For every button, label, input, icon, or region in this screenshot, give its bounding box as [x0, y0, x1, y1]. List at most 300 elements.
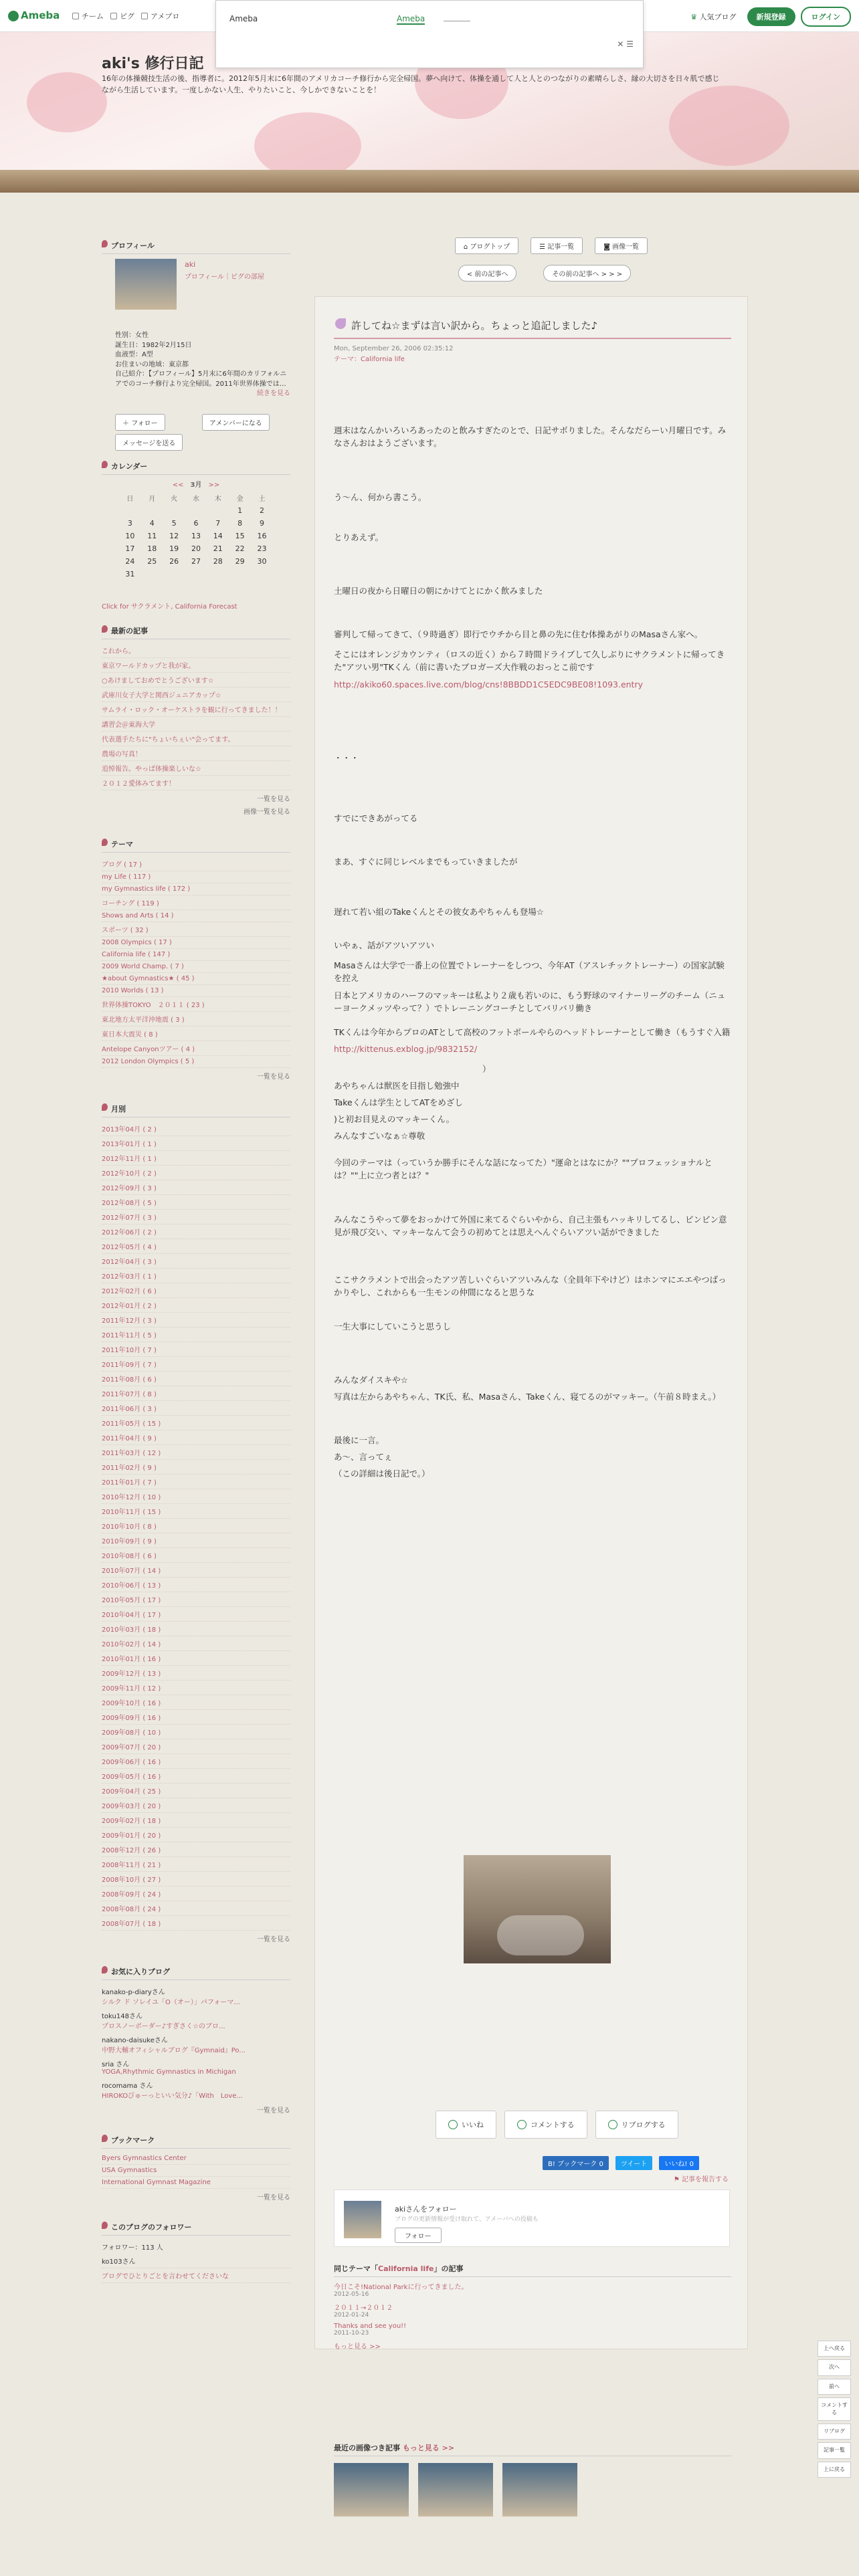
calendar-day: 18 [147, 544, 157, 553]
ad-close-icon[interactable]: ✕ ☰ [617, 39, 634, 49]
calendar-heading: カレンダー [102, 458, 290, 475]
followers-section [102, 2219, 290, 2283]
archive-item[interactable]: 2008年12月 ( 26 ) [102, 1842, 290, 1857]
favorite-user: kanako-p-diaryさん [102, 1989, 165, 1996]
entry-paragraph: ・・・ [334, 753, 359, 763]
favorite-title[interactable]: HIROKOびゅーっといい気分♪「With Love... [102, 2092, 243, 2100]
entry-paragraph: 今回のテーマは（っていうか勝手にそんな話になってた）"運命とはなにか？""プロフェッショナルとは？""上に立つ者とは？" [334, 1158, 712, 1181]
image-list-link[interactable]: 画像一覧を見る [244, 809, 290, 816]
entry-paragraph: )と初お目見えのマッキーくん。 [334, 1114, 455, 1124]
calendar-day: 26 [169, 557, 179, 566]
archive-item[interactable]: 2012年09月 ( 3 ) [102, 1180, 290, 1195]
archive-list [102, 1121, 290, 1931]
calendar-day [251, 568, 273, 580]
nav-team[interactable]: チーム [72, 11, 104, 21]
archive-item[interactable]: 2010年03月 ( 18 ) [102, 1622, 290, 1636]
bookmark-section [102, 2132, 290, 2202]
camera-icon: ◙ [603, 243, 613, 251]
entry-link[interactable]: http://akiko60.spaces.live.com/blog/cns!8BBDD1C5EDC9BE08!1093.entry [334, 679, 643, 689]
crown-icon: ♛ [690, 13, 700, 21]
entry-paragraph: あ〜、言ってぇ [334, 1452, 393, 1462]
entry-paragraph: みんなこうやって夢をおっかけて外国に来てるぐらいやから、自己主張もハッキリしてるし、ビンビン意見が飛び交い、マッキーなんて会うの初めてとは思えへんぐらいアツい話ができました [334, 1214, 727, 1238]
recent-section [102, 623, 290, 816]
amember-button[interactable]: アメンバーになる [202, 414, 270, 431]
entry-paragraph: （この詳細は後日記で。） [334, 1469, 430, 1479]
related-date: 2011-10-23 [334, 2330, 369, 2337]
archive-item[interactable]: 2009年01月 ( 20 ) [102, 1828, 290, 1842]
entry [314, 296, 748, 2452]
archive-item[interactable]: 2012年02月 ( 6 ) [102, 1283, 290, 1298]
favorites-section [102, 1963, 290, 2115]
archive-item[interactable]: 2010年08月 ( 6 ) [102, 1548, 290, 1563]
archive-item[interactable]: 2010年11月 ( 15 ) [102, 1504, 290, 1519]
related-list [334, 2281, 731, 2337]
calendar-day: 29 [235, 557, 245, 566]
archive-item[interactable]: 2011年03月 ( 12 ) [102, 1445, 290, 1460]
login-button[interactable]: ログイン [801, 7, 851, 27]
favorite-title[interactable]: YOGA,Rhythmic Gymnastics in Michigan [102, 2068, 236, 2076]
archive-item[interactable]: 2010年01月 ( 16 ) [102, 1651, 290, 1666]
entry-link[interactable]: http://kittenus.exblog.jp/9832152/ [334, 1044, 478, 1054]
archive-item[interactable]: 2011年06月 ( 3 ) [102, 1401, 290, 1416]
entry-paragraph: まあ、すぐに同じレベルまでもっていきましたが [334, 857, 518, 867]
entry-paragraph: みんなダイスキや☆ [334, 1375, 408, 1385]
archive-item[interactable]: 2010年06月 ( 13 ) [102, 1578, 290, 1592]
calendar-day: 27 [191, 557, 201, 566]
calendar-day [119, 504, 141, 517]
bookmark-more-link[interactable]: 一覧を見る [257, 2194, 290, 2202]
entry-paragraph: う〜ん、何から書こう。 [334, 492, 427, 502]
home-icon: ⌂ [463, 243, 470, 251]
follow-box [334, 2189, 730, 2247]
right-nav-button[interactable]: 上へ戻る [818, 2341, 851, 2357]
archive-item[interactable]: 2010年07月 ( 14 ) [102, 1563, 290, 1578]
ameba-logo-icon [8, 11, 19, 21]
followers-count: フォロワー：113 人 [102, 2244, 163, 2252]
favorite-title[interactable]: シルク ド ソレイユ「O（オー）」パフォーマ... [102, 1999, 240, 2006]
related-item[interactable]: Thanks and see you!! [334, 2323, 407, 2330]
image-thumb[interactable] [418, 2463, 493, 2516]
calendar-next[interactable]: >> [208, 481, 220, 489]
favorite-item [102, 2008, 290, 2032]
archive-item[interactable]: 2009年09月 ( 16 ) [102, 1710, 290, 1725]
reblog-icon [608, 2120, 617, 2129]
calendar-day: 14 [213, 532, 223, 540]
ad-overlay[interactable] [215, 0, 644, 68]
archive-item[interactable]: 2011年07月 ( 8 ) [102, 1386, 290, 1401]
profile-info [115, 331, 290, 399]
calendar-day [141, 504, 163, 517]
favorites-more-link[interactable]: 一覧を見る [257, 2107, 290, 2115]
entry-paragraph: ） [482, 1064, 491, 1074]
archive-item[interactable]: 2008年07月 ( 18 ) [102, 1916, 290, 1931]
entry-title[interactable]: 許してね☆まずは言い訳から。ちょっと追記しました♪ [334, 316, 731, 339]
archive-more-link[interactable]: 一覧を見る [257, 1936, 290, 1943]
blog-title[interactable]: aki's 修行日記 [102, 56, 204, 72]
profile-gender: 性別：女性 [115, 332, 149, 339]
amepro-icon [141, 13, 148, 19]
entry-paragraph: 審判して帰ってきて、（９時過ぎ）即行でウチから目と鼻の先に住む体操あがりのMasaさん家へ。 [334, 629, 703, 639]
related-date: 2012-01-24 [334, 2312, 369, 2319]
entry-date: Mon, September 26, 2006 02:35:12 [334, 345, 454, 352]
calendar-day: 17 [125, 544, 135, 553]
calendar-day: 12 [169, 532, 179, 540]
archive-item[interactable]: 2012年01月 ( 2 ) [102, 1298, 290, 1313]
calendar-day: 16 [257, 532, 267, 540]
calendar-weekday: 火 [171, 496, 178, 503]
calendar-day: 8 [237, 519, 243, 528]
entry-paragraph: Masaさんは大学で一番上の位置でトレーナーをしつつ、今年AT（アスレチックトレーナー）の国家試験を控え [334, 960, 725, 984]
prev-article-button[interactable]: < 前の記事へ [458, 265, 517, 282]
flag-icon: ⚑ [673, 2176, 682, 2183]
tab-image-list[interactable]: ◙ 画像一覧 [595, 237, 648, 254]
entry-theme-link[interactable]: テーマ：California life [334, 356, 405, 363]
right-nav-button[interactable]: 上に戻る [818, 2462, 851, 2478]
related-item[interactable]: ２０１１→２０１２ [334, 2304, 393, 2312]
archive-item[interactable]: 2011年04月 ( 9 ) [102, 1430, 290, 1445]
archive-item[interactable]: 2012年11月 ( 1 ) [102, 1151, 290, 1166]
archive-item[interactable]: 2012年03月 ( 1 ) [102, 1269, 290, 1283]
archive-item[interactable]: 2010年05月 ( 17 ) [102, 1592, 290, 1607]
theme-item[interactable]: 世界体操TOKYO ２０１１ ( 23 ) [102, 997, 290, 1012]
calendar-day: 21 [213, 544, 223, 553]
calendar-weekday: 木 [214, 496, 221, 503]
theme-heading: テーマ [102, 836, 290, 853]
right-nav-button[interactable]: コメントする [818, 2397, 851, 2421]
archive-item[interactable]: 2012年06月 ( 2 ) [102, 1224, 290, 1239]
blog-description: 16年の体操競技生活の後、指導者に。2012年5月末に6年間のアメリカコーチ修行から完全帰国。夢へ向けて、体操を通して人と人とのつながりの素晴らしさ、縁の大切さを日々肌で感じながら生活しています。一度しかない人生、やりたいこと、今しかできないことを！ [102, 74, 720, 94]
archive-item[interactable]: 2009年04月 ( 25 ) [102, 1784, 290, 1798]
archive-item[interactable]: 2013年01月 ( 1 ) [102, 1136, 290, 1151]
entry-paragraph: そこにはオレンジカウンティ（ロスの近く）から７時間ドライブして久しぶりにサクラメントに帰ってきた"アツい男"TKくん（前に書いたブロガーズ大作戦のおっとこ前です [334, 649, 725, 673]
calendar-day: 20 [191, 544, 201, 553]
entry-paragraph: 土曜日の夜から日曜日の朝にかけてとにかく飲みました [334, 586, 543, 596]
calendar-day: 24 [125, 557, 135, 566]
archive-item[interactable]: 2009年05月 ( 16 ) [102, 1769, 290, 1784]
tweet-button[interactable]: ツイート [615, 2156, 653, 2170]
tab-article-list[interactable]: ☰ 記事一覧 [531, 237, 583, 254]
archive-item[interactable]: 2011年09月 ( 7 ) [102, 1357, 290, 1372]
archive-item[interactable]: 2009年11月 ( 12 ) [102, 1681, 290, 1695]
archive-item[interactable]: 2009年08月 ( 10 ) [102, 1725, 290, 1739]
archive-item[interactable]: 2012年10月 ( 2 ) [102, 1166, 290, 1180]
favorite-user: toku148さん [102, 2013, 142, 2020]
archive-item[interactable]: 2008年11月 ( 21 ) [102, 1857, 290, 1872]
favorite-user: nakano-daisukeさん [102, 2037, 168, 2044]
archive-item[interactable]: 2008年08月 ( 24 ) [102, 1901, 290, 1916]
archive-item[interactable]: 2010年04月 ( 17 ) [102, 1607, 290, 1622]
right-nav-button[interactable]: 次へ [818, 2359, 851, 2375]
hatena-bookmark-button[interactable]: B! ブックマーク 0 [543, 2156, 609, 2170]
theme-item[interactable]: California life ( 147 ) [102, 949, 290, 961]
share-buttons [543, 2156, 699, 2170]
archive-section [102, 1101, 290, 1943]
ad-label: Ameba [229, 14, 258, 23]
theme-item[interactable]: Antelope Canyonツアー ( 4 ) [102, 1041, 290, 1056]
entry-paragraph: 日本とアメリカのハーフのマッキーは私より２歳も若いのに、もう野球のマイナーリーグのチーム（ニューヨークメッツやって？）でトレーニングコーチとしてバリバリ働き [334, 990, 726, 1014]
theme-section [102, 836, 290, 1081]
archive-item[interactable]: 2008年09月 ( 24 ) [102, 1887, 290, 1901]
recent-more-link[interactable]: 一覧を見る [257, 796, 290, 803]
profile-name[interactable]: aki [185, 260, 196, 269]
report-link[interactable]: ⚑ 記事を報告する [673, 2176, 729, 2183]
image-articles [334, 2442, 731, 2516]
profile-avatar[interactable] [115, 259, 177, 310]
smile-icon [448, 2120, 458, 2129]
flower-decoration [669, 86, 789, 166]
image-thumb[interactable] [502, 2463, 577, 2516]
follower-item[interactable]: ko103さん [102, 2254, 290, 2268]
nav-amepro[interactable]: アメプロ [141, 11, 179, 21]
archive-item[interactable]: 2009年06月 ( 16 ) [102, 1754, 290, 1769]
calendar-month: 3月 [190, 481, 202, 489]
calendar [119, 479, 273, 580]
related-date: 2012-05-16 [334, 2291, 369, 2298]
entry-paragraph: 遅れて若い組のTakeくんとその彼女あやちゃんも登場☆ [334, 907, 544, 917]
archive-item[interactable]: 2011年01月 ( 7 ) [102, 1475, 290, 1489]
calendar-table [119, 492, 273, 580]
calendar-day: 13 [191, 532, 201, 540]
profile-region: お住まいの地域：東京都 [115, 360, 189, 368]
calendar-day [163, 504, 185, 517]
calendar-day: 10 [125, 532, 135, 540]
like-button[interactable]: いいね [436, 2111, 496, 2139]
calendar-day [163, 568, 185, 580]
theme-item[interactable]: スポーツ ( 32 ) [102, 922, 290, 937]
bm-item[interactable]: USA Gymnastics [102, 2165, 290, 2177]
calendar-day: 31 [125, 570, 135, 578]
follow-button[interactable]: ＋ フォロー [115, 414, 165, 431]
global-nav [72, 11, 179, 21]
archive-item[interactable]: 2013年04月 ( 2 ) [102, 1121, 290, 1136]
profile-more-link[interactable]: 続きを見る [257, 390, 290, 397]
bm-item[interactable]: Byers Gymnastics Center [102, 2153, 290, 2165]
favorite-user: rocomama さん [102, 2082, 153, 2090]
theme-item[interactable]: my Gymnastics life ( 172 ) [102, 883, 290, 895]
next-article-button[interactable]: その前の記事へ > > > [543, 265, 631, 282]
calendar-weekday: 日 [126, 496, 134, 503]
profile-intro: 自己紹介：【プロフィール】5月末に6年間のカリフォルニアでのコーチ修行より完全帰国。2011年世界体操では… [115, 370, 287, 388]
comment-icon [517, 2120, 527, 2129]
image-articles-heading: 最近の画像つき記事 もっと見る >> [334, 2442, 731, 2456]
followers-heading: このブログのフォロワー [102, 2219, 290, 2236]
theme-item[interactable]: コーチング ( 119 ) [102, 895, 290, 910]
list-icon: ☰ [539, 243, 548, 251]
archive-item[interactable]: 2012年04月 ( 3 ) [102, 1254, 290, 1269]
popular-blog-link[interactable]: ♛ 人気ブログ [690, 13, 737, 21]
archive-item[interactable]: 2010年12月 ( 10 ) [102, 1489, 290, 1504]
image-articles-more[interactable]: もっと見る >> [402, 2444, 455, 2452]
recent-item[interactable]: ２０１２愛体みてます！ [102, 776, 290, 790]
follow-description: ブログの更新情報が受け取れて、アメーバへの投稿も [395, 2216, 539, 2223]
entry-paragraph: 写真は左からあやちゃん、TK氏、私、Masaさん、Takeくん、寝てるのがマッキー。（午前８時まえ。） [334, 1392, 721, 1402]
profile-section [102, 237, 290, 447]
calendar-day: 3 [127, 519, 132, 528]
group-photo[interactable] [464, 1855, 611, 1963]
favorite-item [102, 2078, 290, 2102]
follow-box-button[interactable]: フォロー [395, 2228, 442, 2243]
recent-item[interactable]: 東京ワールドカップと我が家。 [102, 658, 290, 673]
follow-title: akiさんをフォロー [395, 2205, 457, 2214]
recent-item[interactable]: 追悼報告。やっぱ体操楽しいな☆ [102, 761, 290, 776]
weather-forecast-link[interactable]: Click for サクラメント, California Forecast [102, 603, 237, 611]
entry-paragraph: すでにできあがってる [334, 813, 418, 823]
nav-pigg[interactable]: ピグ [110, 11, 134, 21]
profile-links[interactable]: プロフィール｜ピグの部屋 [185, 274, 264, 281]
right-float-nav [818, 2341, 851, 2478]
entry-actions [436, 2111, 678, 2139]
recent-heading: 最新の記事 [102, 623, 290, 639]
calendar-weekday: 土 [258, 496, 266, 503]
archive-item[interactable]: 2009年07月 ( 20 ) [102, 1739, 290, 1754]
calendar-day: 15 [235, 532, 245, 540]
calendar-month-nav [119, 479, 273, 489]
calendar-day: 28 [213, 557, 223, 566]
archive-item[interactable]: 2010年10月 ( 8 ) [102, 1519, 290, 1533]
bookmark-heading: ブックマーク [102, 2132, 290, 2149]
ad-tab[interactable]: Ameba [397, 14, 425, 23]
favorite-title[interactable]: 中野大輔オフィシャルブログ『Gymnaid』Po... [102, 2047, 246, 2054]
header-band [0, 170, 859, 193]
recent-item[interactable]: サムライ・ロック・オーケストラを観に行ってきました！！ [102, 702, 290, 717]
entry-paragraph: あやちゃんは獣医を目指し勉強中 [334, 1081, 460, 1091]
archive-item[interactable]: 2010年02月 ( 14 ) [102, 1636, 290, 1651]
calendar-day: 7 [215, 519, 221, 528]
theme-item[interactable]: 2012 London Olympics ( 5 ) [102, 1056, 290, 1068]
calendar-day: 25 [147, 557, 157, 566]
entry-paragraph: とりあえず。 [334, 532, 384, 542]
archive-item[interactable]: 2009年03月 ( 20 ) [102, 1798, 290, 1813]
favorites-list [102, 1984, 290, 2102]
theme-item[interactable]: my Life ( 117 ) [102, 871, 290, 883]
calendar-weekday: 水 [192, 496, 199, 503]
calendar-day: 1 [237, 506, 243, 515]
calendar-day: 11 [147, 532, 157, 540]
theme-more-link[interactable]: 一覧を見る [257, 1073, 290, 1081]
profile-blood: 血液型：A型 [115, 351, 153, 358]
register-button[interactable]: 新規登録 [747, 7, 795, 26]
favorites-heading: お気に入りブログ [102, 1963, 290, 1980]
ameba-logo[interactable]: Ameba [8, 9, 60, 21]
image-thumb[interactable] [334, 2463, 409, 2516]
blog-tabs [355, 237, 748, 254]
theme-item[interactable]: ブログ ( 17 ) [102, 857, 290, 871]
entry-nav [341, 265, 748, 282]
entry-paragraph: 週末はなんかいろいろあったのと飲みすぎたのとで、日記サボりました。そんなだらーい月曜日です。みなさんおはようございます。 [334, 425, 727, 449]
team-icon [72, 13, 79, 19]
calendar-weekday: 月 [149, 496, 156, 503]
pigg-icon [110, 13, 117, 19]
archive-item[interactable]: 2009年10月 ( 16 ) [102, 1695, 290, 1710]
calendar-day [185, 504, 207, 517]
theme-item[interactable]: 2009 World Champ. ( 7 ) [102, 961, 290, 973]
archive-item[interactable]: 2011年11月 ( 5 ) [102, 1327, 290, 1342]
recent-item[interactable]: 講習会＠東海大学 [102, 717, 290, 732]
archive-item[interactable]: 2011年02月 ( 9 ) [102, 1460, 290, 1475]
archive-item[interactable]: 2011年05月 ( 15 ) [102, 1416, 290, 1430]
archive-item[interactable]: 2012年07月 ( 3 ) [102, 1210, 290, 1224]
archive-heading: 月別 [102, 1101, 290, 1117]
related-articles [334, 2263, 731, 2351]
calendar-prev[interactable]: << [172, 481, 184, 489]
theme-item[interactable]: ★about Gymnastics★ ( 45 ) [102, 973, 290, 985]
sidebar [102, 237, 290, 2283]
calendar-day [141, 568, 163, 580]
archive-item[interactable]: 2009年12月 ( 13 ) [102, 1666, 290, 1681]
follow-avatar[interactable] [344, 2201, 381, 2238]
entry-paragraph: いやぁ、話がアツいアツい [334, 940, 435, 950]
archive-item[interactable]: 2011年12月 ( 3 ) [102, 1313, 290, 1327]
favorite-user: sria さん [102, 2061, 130, 2068]
calendar-day: 5 [171, 519, 177, 528]
theme-item[interactable]: 東北地方太平洋沖地震 ( 3 ) [102, 1012, 290, 1027]
calendar-day [207, 568, 229, 580]
archive-item[interactable]: 2011年08月 ( 6 ) [102, 1372, 290, 1386]
calendar-day: 30 [257, 557, 267, 566]
entry-paragraph: 一生大事にしていこうと思うし [334, 1321, 452, 1331]
follower-item[interactable]: ブログでひとりごとを言わせてくださいな [102, 2268, 290, 2283]
main-content [314, 237, 748, 2452]
calendar-day: 2 [260, 506, 265, 515]
archive-item[interactable]: 2012年05月 ( 4 ) [102, 1239, 290, 1254]
theme-item[interactable]: 東日本大震災 ( 8 ) [102, 1027, 290, 1041]
calendar-day [185, 568, 207, 580]
archive-item[interactable]: 2011年10月 ( 7 ) [102, 1342, 290, 1357]
favorite-title[interactable]: プロスノーボーダー♪すぎさく☆のブロ... [102, 2023, 225, 2030]
entry-paragraph: ここサクラメントで出会ったアツ苦しいぐらいアツいみんな（全員年下やけど）はホンマにエエやつばっかりやし、これからも一生モンの仲間になると思うな [334, 1275, 727, 1298]
recent-item[interactable]: 農場の写真！ [102, 746, 290, 761]
entry-paragraph: みんなすごいなぁ☆尊敬 [334, 1131, 425, 1141]
bm-item[interactable]: International Gymnast Magazine [102, 2177, 290, 2189]
recent-item[interactable]: これから。 [102, 643, 290, 658]
calendar-section [102, 458, 290, 580]
recent-item[interactable]: 代表選手たちに"ちょいちぇい"会ってます。 [102, 732, 290, 746]
right-nav-button[interactable]: 記事一覧 [818, 2442, 851, 2458]
tab-blog-top[interactable]: ⌂ ブログトップ [455, 237, 518, 254]
reblog-button[interactable]: リブログする [595, 2111, 678, 2139]
theme-item[interactable]: 2008 Olympics ( 17 ) [102, 937, 290, 949]
recent-item[interactable]: 武庫川女子大学と関西ジュニアカップ☆ [102, 687, 290, 702]
message-button[interactable]: メッセージを送る [115, 434, 183, 451]
archive-item[interactable]: 2008年10月 ( 27 ) [102, 1872, 290, 1887]
favorite-item [102, 2056, 290, 2078]
calendar-day: 6 [193, 519, 199, 528]
recent-item[interactable]: ○あけましておめでとうございます☆ [102, 673, 290, 687]
right-nav-button[interactable]: 前へ [818, 2379, 851, 2395]
related-item[interactable]: 今日こそ!National Parkに行ってきました。 [334, 2284, 468, 2291]
entry-meta [334, 344, 454, 365]
profile-heading: プロフィール [102, 237, 290, 254]
favorite-item [102, 1984, 290, 2008]
entry-paragraph: Takeくんは学生としてATをめざし [334, 1097, 463, 1107]
comment-button[interactable]: コメントする [504, 2111, 587, 2139]
theme-item[interactable]: Shows and Arts ( 14 ) [102, 910, 290, 922]
theme-item[interactable]: 2010 Worlds ( 13 ) [102, 985, 290, 997]
archive-item[interactable]: 2009年02月 ( 18 ) [102, 1813, 290, 1828]
entry-paragraph: 最後に一言。 [334, 1435, 385, 1445]
favorite-item [102, 2032, 290, 2056]
archive-item[interactable]: 2012年08月 ( 5 ) [102, 1195, 290, 1210]
related-more-link[interactable]: もっと見る >> [334, 2343, 381, 2351]
header-actions [690, 7, 851, 27]
related-heading: 同じテーマ「California life」の記事 [334, 2263, 731, 2277]
archive-item[interactable]: 2010年09月 ( 9 ) [102, 1533, 290, 1548]
facebook-like-button[interactable]: いいね! 0 [659, 2156, 699, 2170]
right-nav-button[interactable]: リブログ [818, 2424, 851, 2440]
bookmark-list [102, 2153, 290, 2189]
theme-list [102, 857, 290, 1068]
calendar-weekday: 金 [236, 496, 244, 503]
